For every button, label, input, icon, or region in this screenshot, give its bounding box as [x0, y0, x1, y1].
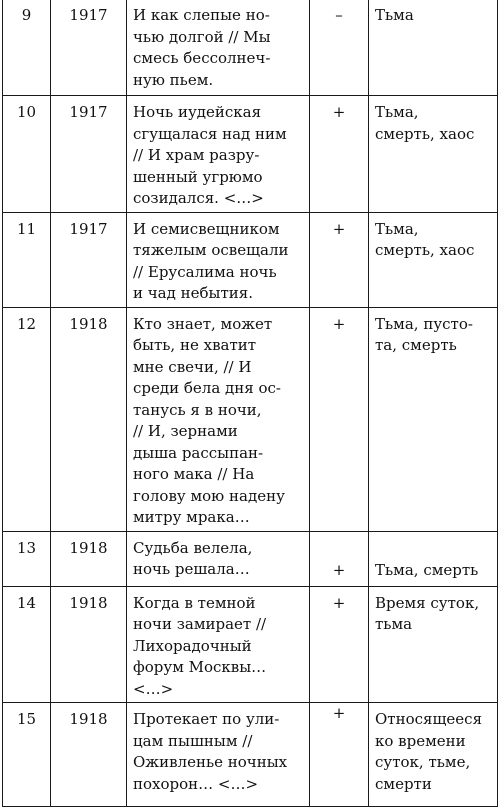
table-row: [3, 96, 498, 213]
row-year: 1917: [51, 212, 127, 307]
row-year: 1918: [51, 703, 127, 807]
excerpt-line: Когда в темной: [133, 593, 256, 612]
theme-cell: [369, 212, 498, 307]
excerpt-line: <…>: [133, 679, 174, 698]
table-row: [3, 212, 498, 307]
poem-excerpt: [127, 96, 310, 213]
excerpt-line: танусь я в ночи,: [133, 400, 262, 419]
table-row: [3, 531, 498, 586]
excerpt-line: ного мака // На: [133, 465, 255, 483]
table-row: [3, 703, 498, 807]
excerpt-line: шенный угрюмо: [133, 167, 263, 186]
theme-line: суток, тьме,: [375, 753, 471, 771]
row-number: 13: [3, 531, 51, 586]
excerpt-line: форум Москвы…: [133, 658, 267, 676]
theme-cell: [369, 0, 498, 96]
table-row: [3, 586, 498, 703]
excerpt-line: среди бела дня ос-: [133, 379, 281, 397]
theme-cell: [369, 703, 498, 807]
excerpt-line: // И, зернами: [133, 422, 238, 440]
row-year: 1918: [51, 531, 127, 586]
excerpt-line: Кто знает, может: [133, 314, 273, 333]
theme-cell: [369, 586, 498, 703]
excerpt-line: Протекает по ули-: [133, 710, 280, 728]
row-year: 1917: [51, 0, 127, 96]
theme-line: та, смерть: [375, 336, 457, 354]
theme-line: Тьма, пусто-: [375, 314, 473, 333]
presence-mark: +: [310, 212, 369, 307]
excerpt-line: Лихорадочный: [133, 636, 252, 655]
excerpt-line: цам пышным //: [133, 731, 253, 750]
excerpt-line: смесь бессолнеч-: [133, 49, 271, 67]
excerpt-line: и чад небытия.: [133, 284, 253, 302]
excerpt-line: тяжелым освещали: [133, 241, 289, 259]
excerpt-line: чью долгой // Мы: [133, 27, 271, 46]
table-row: [3, 307, 498, 531]
presence-mark: –: [310, 0, 369, 96]
excerpt-line: быть, не хватит: [133, 336, 257, 354]
presence-mark: [310, 531, 369, 586]
theme-line: Тьма,: [375, 103, 419, 121]
theme-line: Тьма, смерть: [375, 561, 479, 579]
presence-mark-symbol: +: [332, 561, 346, 579]
excerpt-line: похорон… <…>: [133, 774, 259, 793]
presence-mark: [310, 703, 369, 807]
poem-excerpt: [127, 531, 310, 586]
row-number: 14: [3, 586, 51, 703]
poetry-analysis-table: [2, 0, 498, 807]
excerpt-line: созидался. <…>: [133, 189, 264, 207]
row-number: 12: [3, 307, 51, 531]
presence-mark-symbol: +: [332, 704, 346, 722]
table-row: [3, 0, 498, 96]
excerpt-line: дыша рассыпан-: [133, 443, 264, 462]
row-year: 1918: [51, 586, 127, 703]
excerpt-line: // И храм разру-: [133, 146, 260, 164]
row-number: 9: [3, 0, 51, 96]
poem-excerpt: [127, 586, 310, 703]
excerpt-line: // Ерусалима ночь: [133, 262, 277, 281]
row-number: 15: [3, 703, 51, 807]
presence-mark: +: [310, 586, 369, 703]
poem-excerpt: [127, 0, 310, 96]
theme-line: тьма: [375, 615, 413, 633]
theme-line: смерть, хаос: [375, 241, 475, 259]
theme-line: смерть, хаос: [375, 124, 475, 143]
excerpt-line: ночи замирает //: [133, 615, 267, 633]
theme-cell: [369, 531, 498, 586]
excerpt-line: мне свечи, // И: [133, 357, 252, 376]
theme-line: Тьма,: [375, 219, 419, 238]
excerpt-line: сгущалася над ним: [133, 124, 287, 143]
excerpt-line: митру мрака…: [133, 508, 250, 526]
presence-mark: +: [310, 307, 369, 531]
theme-line: Относящееся: [375, 710, 483, 728]
poem-excerpt: [127, 703, 310, 807]
row-number: 10: [3, 96, 51, 213]
presence-mark: +: [310, 96, 369, 213]
theme-line: смерти: [375, 774, 432, 793]
excerpt-line: голову мою надену: [133, 486, 285, 505]
theme-cell: [369, 307, 498, 531]
excerpt-line: И семисвещником: [133, 219, 280, 238]
theme-line: ко времени: [375, 731, 466, 750]
excerpt-line: И как слепые но-: [133, 6, 270, 24]
poem-excerpt: [127, 307, 310, 531]
excerpt-line: Судьба велела,: [133, 538, 253, 557]
excerpt-line: Оживленье ночных: [133, 753, 288, 771]
theme-line: Тьма: [375, 6, 414, 24]
excerpt-line: ночь решала…: [133, 560, 250, 578]
row-number: 11: [3, 212, 51, 307]
row-year: 1917: [51, 96, 127, 213]
row-year: 1918: [51, 307, 127, 531]
poem-excerpt: [127, 212, 310, 307]
theme-line: Время суток,: [375, 593, 480, 612]
table-body: [3, 0, 498, 807]
excerpt-line: ную пьем.: [133, 70, 214, 89]
excerpt-line: Ночь иудейская: [133, 103, 262, 121]
theme-cell: [369, 96, 498, 213]
